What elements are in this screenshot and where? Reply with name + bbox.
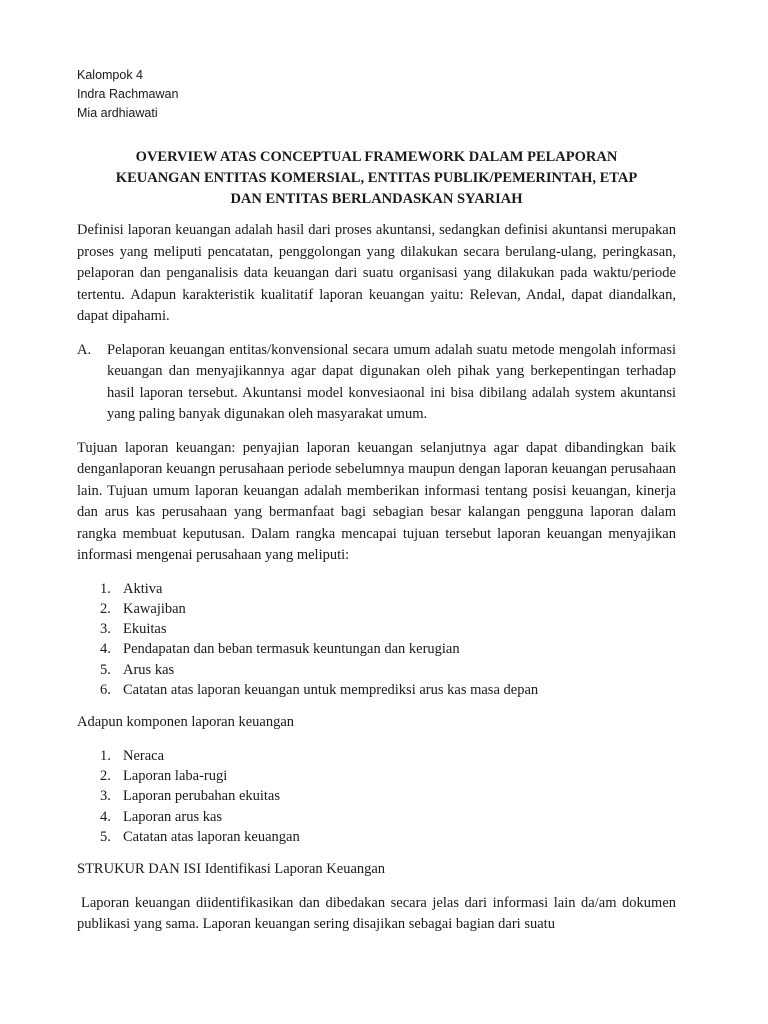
list-number: 5. [100,828,111,845]
list-number: 6. [100,681,111,698]
list-item [100,599,676,619]
list-item [100,827,676,847]
list-number: 2. [100,600,111,617]
list-text: Aktiva [123,580,163,597]
list-item [100,746,676,766]
closing-paragraph: Laporan keuangan diidentifikasikan dan dibedakan secara jelas dari informasi lain da/am dokumen publikasi yang sama. Laporan keuangan sering disajikan sebagai bagian dari suatu [77,894,676,933]
intro-paragraph: Definisi laporan keuangan adalah hasil dari proses akuntansi, sedangkan definisi akuntansi merupakan proses yang meliputi pencatatan, penggolongan yang dilakukan secara berulang-ulang, peringkasan, pelaporan dan penganalisis data keuangan dari suatu organisasi yang dilakukan pada waktu/periode tertentu. Adapun karakteristik kualitatif laporan keuangan yaitu: Relevan, Andal, dapat diandalkan, dapat dipahami. [77,222,676,324]
title-line: KEUANGAN ENTITAS KOMERSIAL, ENTITAS PUBLIK/PEMERINTAH, ETAP [115,170,638,186]
author-name: Indra Rachmawan [77,87,179,101]
list-number: 1. [100,580,111,597]
list-item [100,619,676,639]
list-item [100,579,676,599]
list-number: 3. [100,621,111,638]
information-list [77,579,676,701]
point-a [77,340,676,426]
list-text: Laporan perubahan ekuitas [123,788,281,805]
title-line: OVERVIEW ATAS CONCEPTUAL FRAMEWORK DALAM PELAPORAN [135,149,618,165]
list-text: Arus kas [123,661,175,678]
list-item [100,660,676,680]
list-item [100,639,676,659]
list-number: 2. [100,768,111,785]
point-marker: A. [77,341,92,358]
document-title [77,147,676,210]
point-a-text: Pelaporan keuangan entitas/konvensional secara umum adalah suatu metode mengolah informasi keuangan dan menyajikannya agar dapat digunakan oleh pihak yang berkepentingan terhadap hasil laporan tersebut. Akuntansi model konvesiaonal ini bisa dibilang adalah system akuntansi yang paling banyak digunakan oleh masyarakat umum. [107,341,676,422]
list-text: Neraca [123,747,165,764]
group-name: Kalompok 4 [77,68,144,82]
list-item [100,807,676,827]
tujuan-paragraph: Tujuan laporan keuangan: penyajian laporan keuangan selanjutnya agar dapat dibandingkan baik denganlaporan keuangn perusahaan periode sebelumnya maupun dengan laporan keuangan perusahaan lain. Tujuan umum laporan keuangan adalah memberikan informasi tentang posisi keuangan, kinerja dan arus kas perusahaan yang bermanfaat bagi sebagian besar kalangan pengguna laporan dalam rangka membuat keputusan. Dalam rangka mencapai tujuan tersebut laporan keuangan menyajikan informasi mengenai perusahaan yang meliputi: [77,439,676,563]
list-text: Laporan arus kas [123,808,223,825]
title-line: DAN ENTITAS BERLANDASKAN SYARIAH [230,191,523,207]
list-item [100,786,676,806]
list-text: Catatan atas laporan keuangan [123,828,300,845]
section-heading: STRUKUR DAN ISI Identifikasi Laporan Keuangan [77,861,386,878]
list-number: 4. [100,808,111,825]
list-number: 1. [100,747,111,764]
list-text: Laporan laba-rugi [123,768,228,785]
list-item [100,680,676,700]
list-text: Kawajiban [123,600,186,617]
list-number: 4. [100,641,111,658]
list-number: 5. [100,661,111,678]
component-list [77,746,676,847]
author-block [77,66,676,123]
komponen-intro: Adapun komponen laporan keuangan [77,714,295,731]
list-text: Ekuitas [123,621,167,638]
list-item [100,766,676,786]
author-name: Mia ardhiawati [77,106,158,120]
list-text: Catatan atas laporan keuangan untuk memprediksi arus kas masa depan [123,681,539,698]
list-number: 3. [100,788,111,805]
list-text: Pendapatan dan beban termasuk keuntungan dan kerugian [123,641,460,658]
